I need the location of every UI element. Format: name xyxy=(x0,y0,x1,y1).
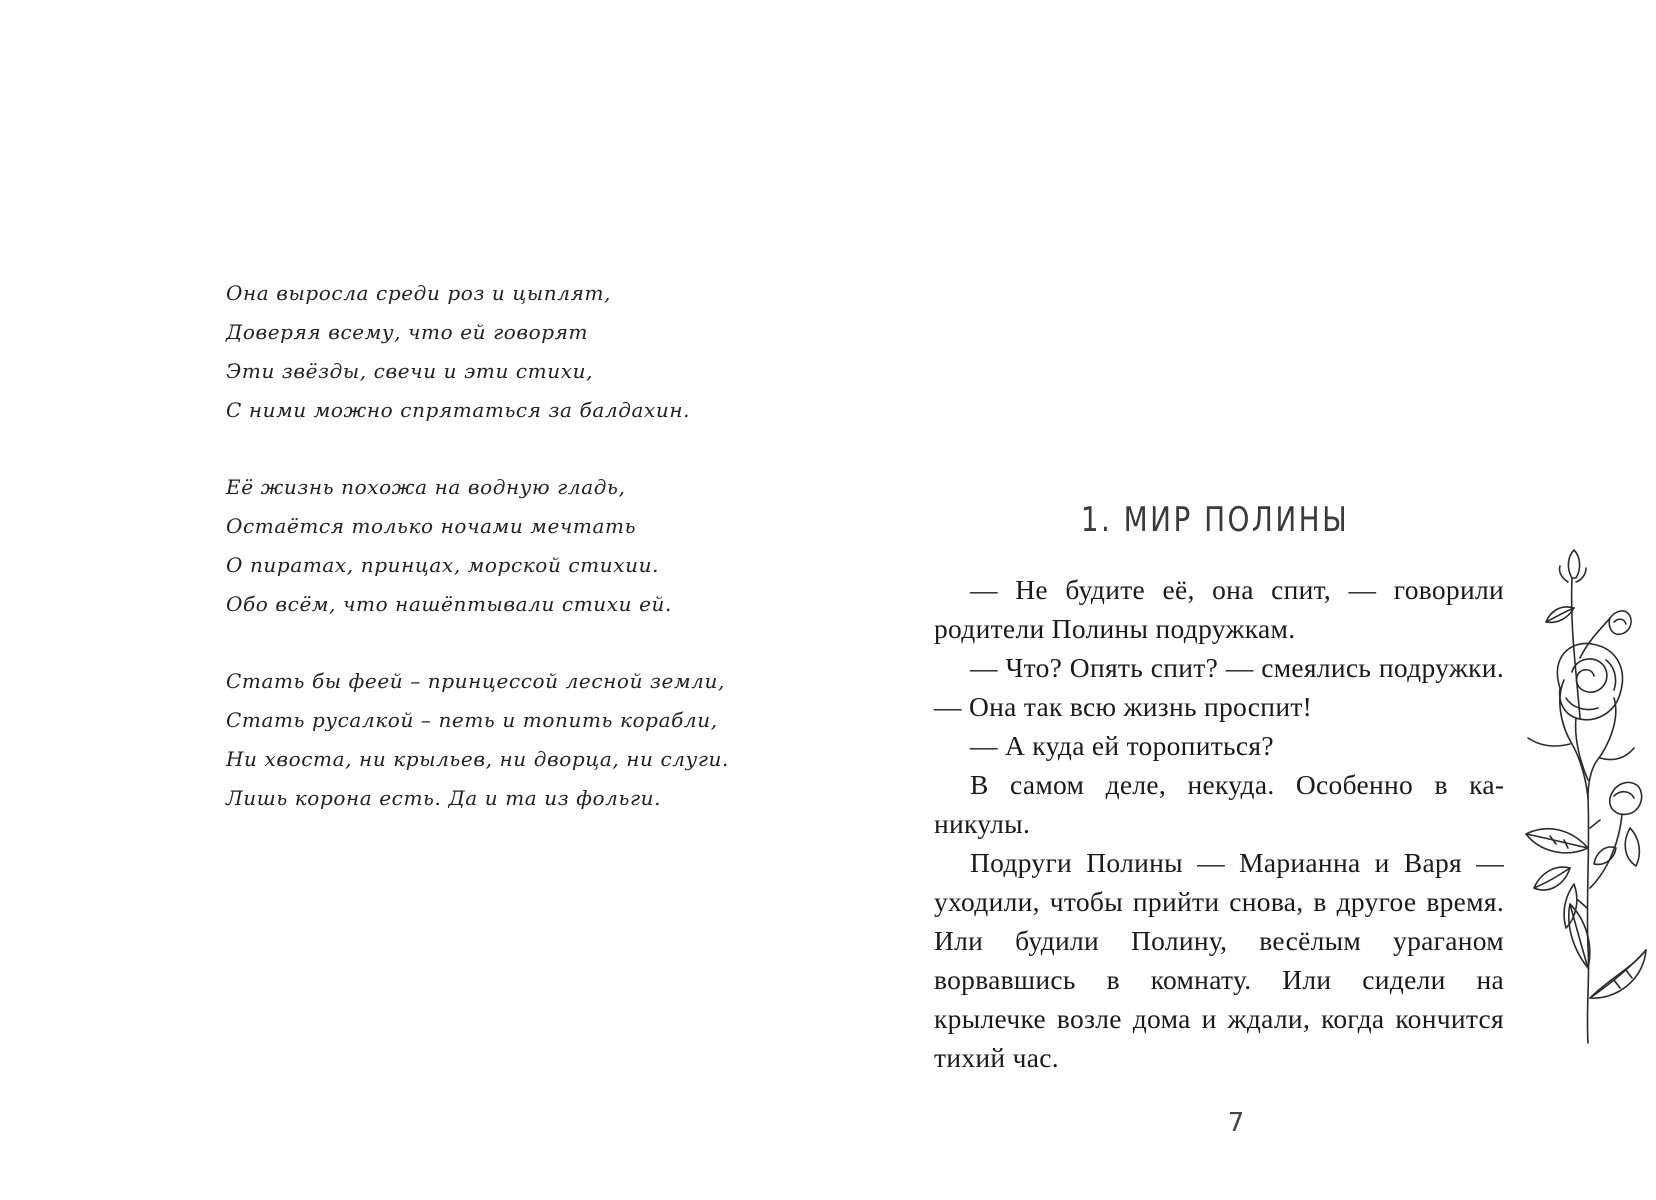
poem-stanza xyxy=(226,468,746,624)
paragraph: Подруги Полины — Марианна и Варя — уходили, чтобы прийти снова, в другое время. Или будили Полину, весёлым ураганом ворвавшись в комнату. Или сидели на крылечке возле дома и ждали, когда кончится тихий час. xyxy=(934,847,1504,1073)
poem-line: С ними можно спрятаться за балдахин. xyxy=(226,398,691,422)
page-number: 7 xyxy=(1227,1108,1245,1138)
poem-line: Доверяя всему, что ей говорят xyxy=(226,320,589,344)
poem-stanza xyxy=(226,662,746,818)
poem-line: Лишь корона есть. Да и та из фольги. xyxy=(226,786,662,810)
right-page xyxy=(828,0,1656,1200)
poem-line: О пиратах, принцах, морской стихии. xyxy=(226,553,660,577)
poem-line: Стать бы феей – принцессой лесной земли, xyxy=(226,669,725,693)
poem-line: Она выросла среди роз и цыплят, xyxy=(226,281,611,305)
poem-line: Её жизнь похожа на водную гладь, xyxy=(226,475,626,499)
chapter-title: 1. МИР ПОЛИНЫ xyxy=(1080,500,1350,540)
poem-line: Ни хвоста, ни крыльев, ни дворца, ни слуги. xyxy=(226,747,729,771)
poem-line: Обо всём, что нашёптывали стихи ей. xyxy=(226,592,672,616)
rose-illustration-icon xyxy=(1510,548,1650,1048)
epigraph-poem xyxy=(226,274,746,856)
paragraph: — Что? Опять спит? — смеялись подружки. — Она так всю жизнь проспит! xyxy=(934,652,1504,722)
paragraph: — Не будите её, она спит, — говорили родители Полины подружкам. xyxy=(934,574,1504,644)
poem-line: Эти звёзды, свечи и эти стихи, xyxy=(226,359,594,383)
paragraph: — А куда ей торопиться? xyxy=(970,730,1274,761)
poem-stanza xyxy=(226,274,746,430)
poem-line: Стать русалкой – петь и топить корабли, xyxy=(226,708,718,732)
chapter-body xyxy=(934,570,1504,1077)
poem-line: Остаётся только ночами мечтать xyxy=(226,514,637,538)
paragraph: В самом деле, некуда. Особенно в каникулы. xyxy=(934,769,1504,839)
